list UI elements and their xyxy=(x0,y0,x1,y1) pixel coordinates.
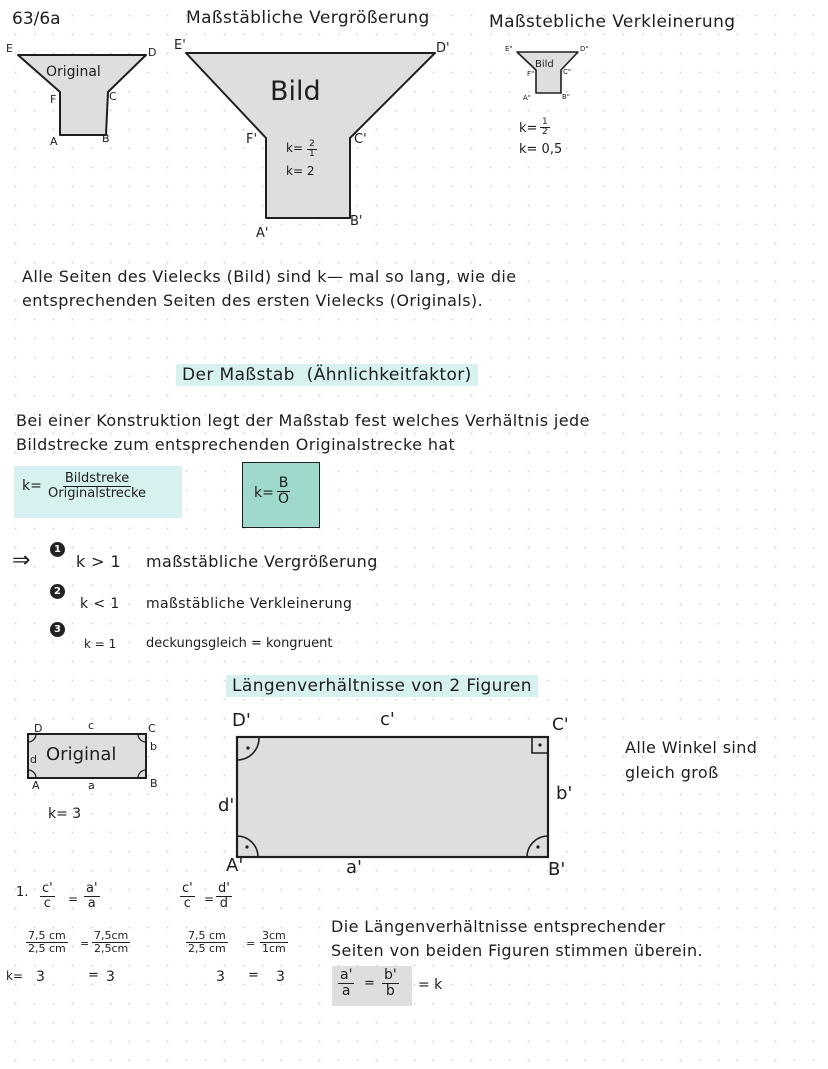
vertex-a-dprime: A" xyxy=(523,94,532,102)
calc-2-ratio-left xyxy=(180,882,195,910)
vertex-a: A xyxy=(50,135,58,148)
massstab-text-2: Bildstrecke zum entsprechenden Originalstrecke hat xyxy=(16,435,456,454)
box-prefix: k= xyxy=(254,485,274,501)
small-side-c: c xyxy=(88,719,95,732)
calc-2-ratio-left-num: c' xyxy=(182,881,193,896)
enlarged-label: Bild xyxy=(270,76,321,107)
small-corner-d: D xyxy=(34,722,43,735)
big-corner-c: C' xyxy=(552,715,569,735)
massstab-heading xyxy=(176,366,478,386)
vertex-c: C xyxy=(109,90,117,103)
vertex-d: D xyxy=(148,46,157,59)
formula-prefix: k= xyxy=(22,478,42,494)
shapes-top-svg xyxy=(0,0,828,260)
enlarged-k-prefix: k= xyxy=(286,141,304,155)
vertex-b-dprime: B" xyxy=(562,93,571,101)
case-2-meaning: maßstäbliche Verkleinerung xyxy=(146,596,353,612)
vertex-f-dprime: F" xyxy=(527,70,535,78)
formula-den: Originalstrecke xyxy=(48,485,147,501)
calc-2-row2-right-den: 1cm xyxy=(262,941,286,955)
big-side-b: b' xyxy=(556,783,573,804)
calc-1-eq-2: = xyxy=(80,937,90,950)
calc-2-row2-left-den: 2,5 cm xyxy=(188,941,226,955)
big-side-d: d' xyxy=(218,795,235,816)
calc-1-row2-right xyxy=(92,930,130,954)
calc-1-number: 1. xyxy=(16,885,29,900)
angles-note-1: Alle Winkel sind xyxy=(625,738,758,757)
case-1-condition: k > 1 xyxy=(76,552,122,571)
calc-2-row2-right-num: 3cm xyxy=(262,929,286,942)
calc-2-ratio-left-den: c xyxy=(183,895,191,911)
calc-2-row3-right: 3 xyxy=(276,969,285,985)
big-corner-d: D' xyxy=(232,710,251,731)
box-den: O xyxy=(278,490,290,507)
case-3-badge: 3 xyxy=(50,622,65,637)
calc-2-row2-left-num: 7,5 cm xyxy=(188,929,226,942)
vertex-c-dprime: C" xyxy=(563,68,572,76)
case-1-badge: 1 xyxy=(50,542,65,557)
small-corner-a: A xyxy=(32,779,40,792)
small-rect-label: Original xyxy=(46,744,117,765)
angles-note-2: gleich groß xyxy=(625,763,719,782)
reduced-k-num: 1 xyxy=(542,117,548,127)
vertex-b-prime: B' xyxy=(350,214,363,229)
case-3-condition: k = 1 xyxy=(84,637,117,651)
calc-1-row3-right: 3 xyxy=(106,969,115,985)
enlarged-k-num: 2 xyxy=(309,139,315,149)
massstab-heading-paren: (Ähnlichkeitfaktor) xyxy=(301,364,478,386)
calc-2-eq-1: = xyxy=(204,892,215,906)
reduced-k-fraction xyxy=(540,118,550,138)
vertex-e: E xyxy=(6,42,13,55)
enlarged-k-value: k= 2 xyxy=(286,164,315,178)
calc-2-row2-right xyxy=(260,930,288,954)
conclusion-line-2: Seiten von beiden Figuren stimmen überein. xyxy=(331,941,704,960)
massstab-text-1: Bei einer Konstruktion legt der Maßstab fest welches Verhältnis jede xyxy=(16,411,590,430)
calc-1-ratio-left xyxy=(40,882,55,910)
big-corner-b: B' xyxy=(548,859,566,880)
calc-1-row3-left: 3 xyxy=(36,969,45,985)
calc-2-row3-left: 3 xyxy=(216,969,225,985)
calc-1-eq-3: = xyxy=(88,968,99,983)
vertex-d-prime: D' xyxy=(436,41,450,56)
ratios-heading-text: Längenverhältnisse von 2 Figuren xyxy=(226,675,538,697)
calc-1-ratio-left-num: c' xyxy=(42,881,53,896)
calc-1-k-label: k= xyxy=(6,969,24,983)
reduced-k-prefix: k= xyxy=(519,121,538,136)
calc-1-ratio-right xyxy=(84,882,100,910)
case-1-meaning: maßstäbliche Vergrößerung xyxy=(146,552,378,571)
implies-arrow-icon: ⇒ xyxy=(12,548,31,573)
conclusion-ratio-1-den: a xyxy=(341,982,351,999)
case-3-meaning: deckungsgleich = kongruent xyxy=(146,636,333,651)
case-2-condition: k < 1 xyxy=(80,596,120,612)
calc-1-eq-1: = xyxy=(68,892,79,906)
case-2-badge: 2 xyxy=(50,584,65,599)
enlarged-k-fraction xyxy=(307,140,317,160)
small-side-b: b xyxy=(150,740,157,753)
conclusion-ratio-2 xyxy=(382,968,399,998)
vertex-d-dprime: D" xyxy=(580,45,589,53)
conclusion-eq: = xyxy=(364,976,375,991)
reduction-title: Maßstebliche Verkleinerung xyxy=(489,12,736,32)
small-side-a: a xyxy=(88,779,95,792)
reduced-k-value: k= 0,5 xyxy=(519,142,563,157)
statement-line-2: entsprechenden Seiten des ersten Vielecks (Originals). xyxy=(22,291,484,310)
calc-1-row2-right-num: 7,5cm xyxy=(94,929,129,942)
vertex-c-prime: C' xyxy=(354,132,367,147)
task-number: 63/6a xyxy=(12,9,61,29)
calc-1-row2-left xyxy=(26,930,68,954)
statement-line-1: Alle Seiten des Vielecks (Bild) sind k— mal so lang, wie die xyxy=(22,267,517,286)
vertex-f: F xyxy=(50,93,57,106)
calc-2-row2-left xyxy=(186,930,228,954)
vertex-e-prime: E' xyxy=(174,38,186,53)
conclusion-ratio-1 xyxy=(338,968,354,998)
calc-2-ratio-right xyxy=(216,882,232,910)
calc-1-ratio-right-den: a xyxy=(87,895,96,911)
calc-1-row2-left-num: 7,5 cm xyxy=(28,929,66,942)
enlargement-title: Maßstäbliche Vergrößerung xyxy=(186,8,430,28)
conclusion-ratio-1-num: a' xyxy=(340,967,353,983)
vertex-b: B xyxy=(102,132,110,145)
big-side-c: c' xyxy=(380,709,395,730)
calc-2-ratio-right-num: d' xyxy=(218,881,230,896)
rectangles-svg xyxy=(0,700,828,880)
big-side-a: a' xyxy=(346,857,362,878)
box-fraction xyxy=(276,476,291,506)
calc-1-ratio-left-den: c xyxy=(43,895,51,911)
reduced-label: Bild xyxy=(535,59,554,70)
ratios-heading xyxy=(226,677,538,697)
reduced-k-den: 2 xyxy=(542,127,548,138)
small-rect-k: k= 3 xyxy=(48,806,82,822)
calc-2-ratio-right-den: d xyxy=(219,895,229,911)
enlarged-k-den: 1 xyxy=(309,149,315,160)
calc-2-eq-2: = xyxy=(246,937,256,950)
small-corner-c: C xyxy=(148,722,156,735)
original-label: Original xyxy=(46,64,101,80)
small-side-d: d xyxy=(30,753,37,766)
small-corner-b: B xyxy=(150,777,158,790)
formula-fraction xyxy=(46,472,148,500)
conclusion-k-tail: = k xyxy=(418,977,443,993)
calc-1-row2-left-den: 2,5 cm xyxy=(28,941,66,955)
big-rectangle xyxy=(237,737,548,857)
vertex-f-prime: F' xyxy=(246,132,258,147)
conclusion-line-1: Die Längenverhältnisse entsprechender xyxy=(331,917,666,936)
formula-num: Bildstreke xyxy=(64,471,130,486)
calc-2-eq-3: = xyxy=(248,968,259,983)
massstab-heading-main: Der Maßstab xyxy=(176,364,301,386)
conclusion-ratio-2-den: b xyxy=(385,982,395,999)
calc-1-row2-right-den: 2,5cm xyxy=(94,941,129,955)
conclusion-ratio-2-num: b' xyxy=(384,967,397,983)
calc-1-ratio-right-num: a' xyxy=(86,881,98,896)
box-num: B xyxy=(278,475,289,491)
vertex-a-prime: A' xyxy=(256,226,269,241)
big-corner-a: A' xyxy=(226,855,244,876)
vertex-e-dprime: E" xyxy=(505,45,513,53)
